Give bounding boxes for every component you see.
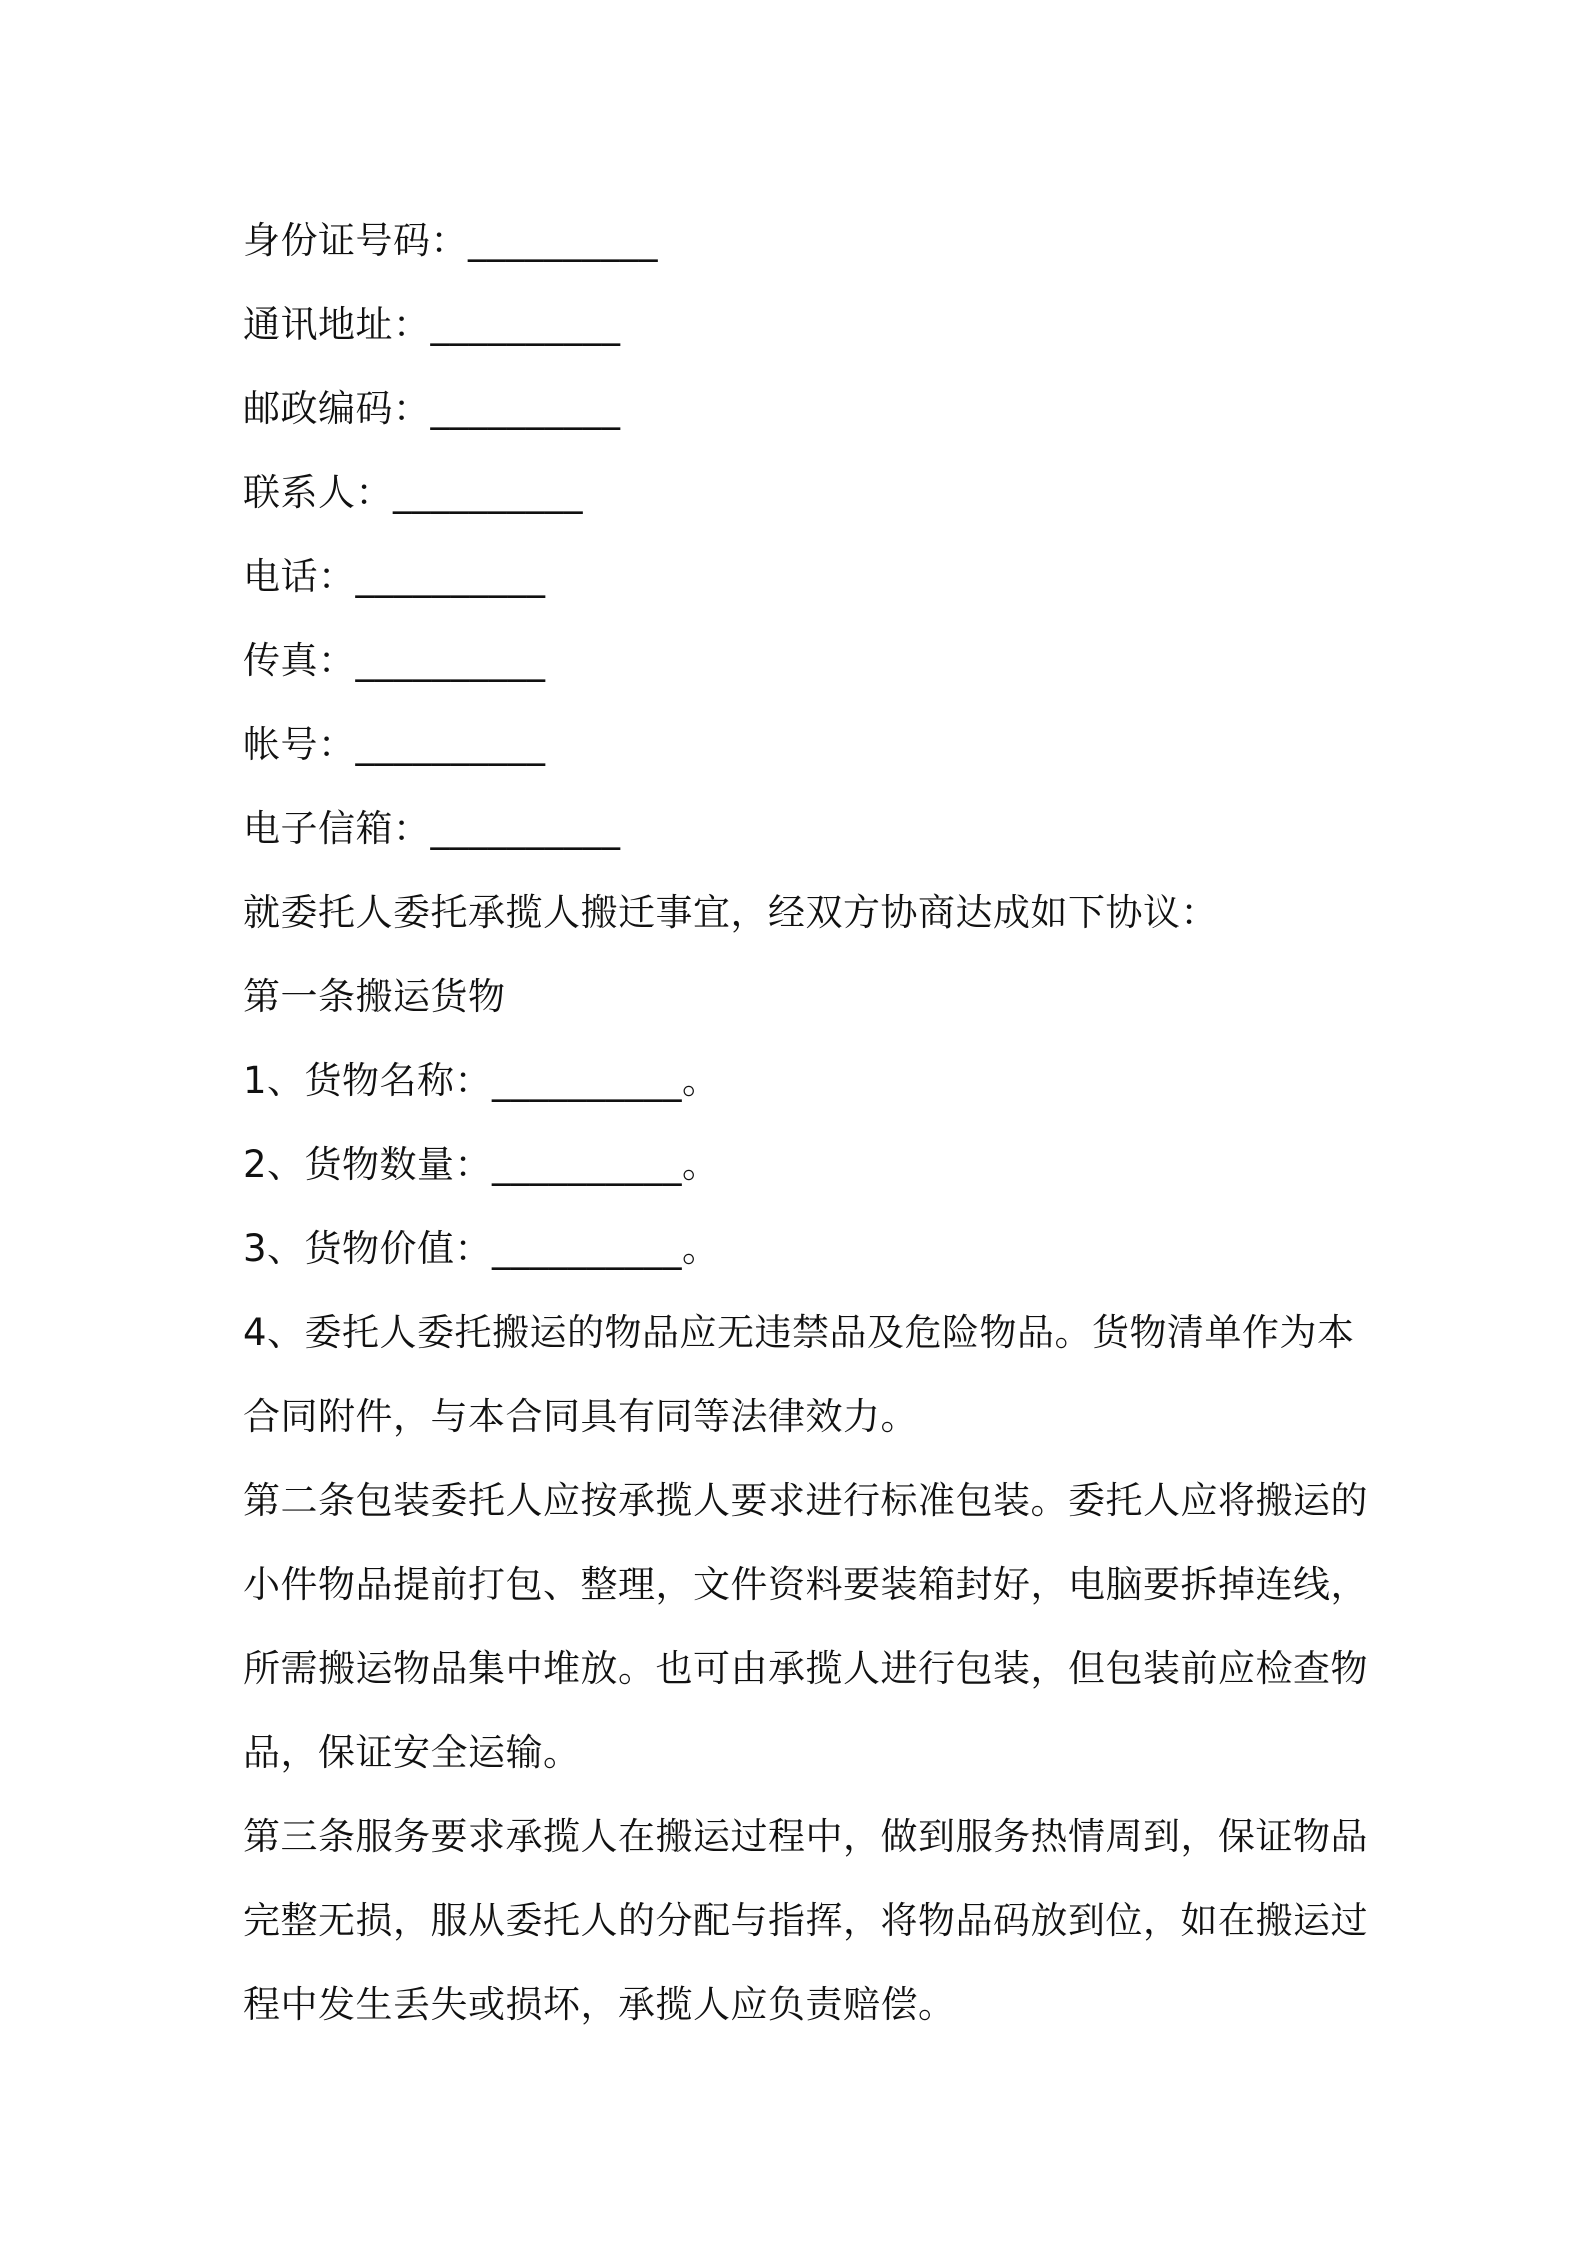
field-contact: 联系人：__________ [243, 471, 583, 514]
paragraph-line: 所需搬运物品集中堆放。也可由承揽人进行包装，但包装前应检查物 [243, 1647, 1368, 1690]
field-account: 帐号：__________ [243, 723, 546, 766]
paragraph-line: 完整无损，服从委托人的分配与指挥，将物品码放到位，如在搬运过 [243, 1899, 1368, 1942]
article-1-item-4 [243, 1291, 1358, 1459]
article-1-item-3: 3、货物价值：__________。 [243, 1227, 720, 1270]
field-fax: 传真：__________ [243, 639, 546, 682]
article-3 [243, 1795, 1368, 2047]
paragraph-line: 合同附件，与本合同具有同等法律效力。 [243, 1395, 918, 1438]
article-2 [243, 1459, 1368, 1795]
agreement-intro: 就委托人委托承揽人搬迁事宜，经双方协商达成如下协议： [243, 891, 1218, 934]
document-body [243, 199, 1368, 2047]
article-1-title: 第一条搬运货物 [243, 975, 506, 1018]
field-email: 电子信箱：__________ [243, 807, 621, 850]
paragraph-line: 第三条服务要求承揽人在搬运过程中，做到服务热情周到，保证物品 [243, 1815, 1368, 1858]
paragraph-line: 4、委托人委托搬运的物品应无违禁品及危险物品。货物清单作为本 [243, 1311, 1355, 1354]
paragraph-line: 第二条包装委托人应按承揽人要求进行标准包装。委托人应将搬运的 [243, 1479, 1368, 1522]
field-id-number: 身份证号码：__________ [243, 219, 658, 262]
field-postal-code: 邮政编码：__________ [243, 387, 621, 430]
field-phone: 电话：__________ [243, 555, 546, 598]
paragraph-line: 程中发生丢失或损坏，承揽人应负责赔偿。 [243, 1983, 956, 2026]
paragraph-line: 品，保证安全运输。 [243, 1731, 581, 1774]
article-1-item-1: 1、货物名称：__________。 [243, 1059, 720, 1102]
paragraph-line: 小件物品提前打包、整理，文件资料要装箱封好，电脑要拆掉连线， [243, 1563, 1368, 1606]
field-address: 通讯地址：__________ [243, 303, 621, 346]
article-1-item-2: 2、货物数量：__________。 [243, 1143, 720, 1186]
